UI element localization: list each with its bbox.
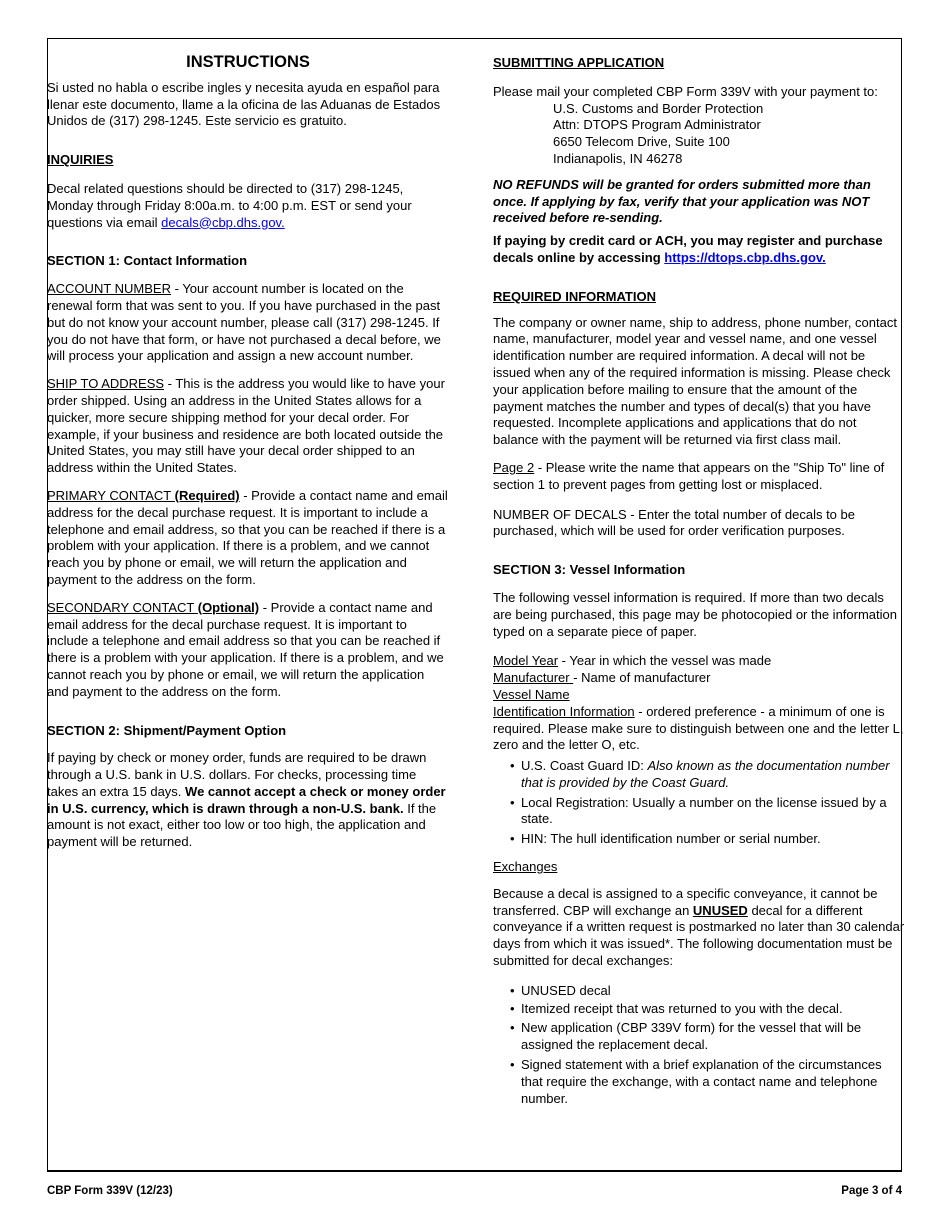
- page2-text: Page 2 - Please write the name that appears on the "Ship To" line of section 1 to prevent pages from getting lost or misplaced.: [493, 459, 885, 492]
- submitting-text: Please mail your completed CBP Form 339V with your payment to:: [493, 83, 878, 99]
- mailing-address: [493, 101, 905, 168]
- secondary-contact-text: SECONDARY CONTACT (Optional) - Provide a contact name and email address for the decal purchase request. It is important to include a telephone and email address so that you can be reached if there is a problem with your application. If there is a problem, and we cannot reach you by phone or email, we will return the application and payment to the address on the form.: [47, 599, 444, 699]
- section2-heading: SECTION 2: Shipment/Payment Option: [47, 722, 287, 738]
- address-line: 6650 Telecom Drive, Suite 100: [553, 134, 730, 150]
- submitting-heading: SUBMITTING APPLICATION: [493, 55, 665, 70]
- form-id-footer: CBP Form 339V (12/23): [47, 1185, 173, 1197]
- inquiries-text: Decal related questions should be directed to (317) 298-1245, Monday through Friday 8:00a.m. to 4:00 p.m. EST or send your questions via email decals@cbp.dhs.gov.: [47, 180, 412, 230]
- primary-contact-text: PRIMARY CONTACT (Required) - Provide a contact name and email address for the decal purchase request. It is important to include a telephone and email address, so that you can be reached if there is a problem with your application. If there is a problem, and we cannot reach you by phone or email, we will return the application and payment to the address on the form.: [47, 487, 448, 587]
- left-column: [47, 38, 449, 851]
- exchanges-text: Because a decal is assigned to a specific conveyance, it cannot be transferred. CBP will exchange an UNUSED decal for a different conveyance if a written request is postmarked no later than 30 calendar days from which it was issued*. The following documentation must be submitted for decal exchanges:: [493, 885, 905, 969]
- vessel-name-label: Vessel Name: [493, 686, 570, 702]
- list-item: • Itemized receipt that was returned to you with the decal.: [493, 1001, 905, 1018]
- list-item: • Signed statement with a brief explanation of the circumstances that require the exchange, with a contact name and telephone number.: [493, 1057, 905, 1107]
- list-item: • New application (CBP 339V form) for the vessel that will be assigned the replacement decal.: [493, 1020, 905, 1054]
- address-line: Indianapolis, IN 46278: [553, 150, 683, 166]
- inquiries-email-link[interactable]: decals@cbp.dhs.gov.: [161, 214, 285, 230]
- list-item: • HIN: The hull identification number or serial number.: [493, 831, 905, 848]
- manufacturer-text: Manufacturer - Name of manufacturer: [493, 670, 711, 686]
- list-item: • Local Registration: Usually a number on the license issued by a state.: [493, 795, 905, 829]
- inquiries-heading: INQUIRIES: [47, 152, 114, 168]
- required-info-text: The company or owner name, ship to address, phone number, contact name, manufacturer, model year and vessel name, and one vessel identification number are required information. A decal will not be issued when any of the required information is missing. Please check your application before mailing to ensure that the amount of the payment matches the number and types of decal(s) that you have requested. Incomplete applications and applications that do not balance with the payment will be returned via first class mail.: [493, 314, 897, 448]
- exchange-requirements-list: [493, 983, 905, 1108]
- list-item: • U.S. Coast Guard ID: Also known as the documentation number that is provided by the Coast Guard.: [493, 758, 905, 792]
- list-item: • UNUSED decal: [493, 983, 905, 1000]
- section3-text: The following vessel information is required. If more than two decals are being purchased, this page may be photocopied or the information typed on a separate piece of paper.: [493, 589, 897, 639]
- page-number-footer: Page 3 of 4: [841, 1185, 902, 1197]
- number-of-decals-text: NUMBER OF DECALS - Enter the total number of decals to be purchased, which will be used for order verification purposes.: [493, 506, 855, 539]
- ship-to-text: SHIP TO ADDRESS - This is the address you would like to have your order shipped. Using an address in the United States allows for a quicker, more secure shipping method for your decal order. For example, if your business and residence are both located outside the United States, you may still have your decal order shipped to an address within the United States.: [47, 376, 445, 476]
- no-refunds-notice: NO REFUNDS will be granted for orders submitted more than once. If applying by fax, verify that your application was NOT received before re-sending.: [493, 176, 871, 226]
- account-number-text: ACCOUNT NUMBER - Your account number is located on the renewal form that was sent to you. If you have purchased in the past but do not know your account number, please call (317) 298-1245. If you do not have that form, or have not purchased a decal before, we will process your application and assign a new account number.: [47, 281, 441, 364]
- spanish-notice: Si usted no habla o escribe ingles y necesita ayuda en español para llenar este documento, llame a la oficina de las Aduanas de Estados Unidos de (317) 298-1245. Este servicio es gratuito.: [47, 79, 441, 129]
- model-year-text: Model Year - Year in which the vessel was made: [493, 653, 772, 669]
- dtops-link[interactable]: https://dtops.cbp.dhs.gov.: [664, 249, 826, 265]
- required-info-heading: REQUIRED INFORMATION: [493, 288, 656, 304]
- section3-heading: SECTION 3: Vessel Information: [493, 562, 686, 578]
- exchanges-heading: Exchanges: [493, 859, 558, 875]
- right-column: [493, 38, 905, 1107]
- section1-heading: SECTION 1: Contact Information: [47, 253, 248, 269]
- address-line: Attn: DTOPS Program Administrator: [553, 117, 761, 133]
- address-line: U.S. Customs and Border Protection: [553, 100, 764, 116]
- instructions-title: INSTRUCTIONS: [186, 53, 310, 71]
- credit-card-text: If paying by credit card or ACH, you may register and purchase decals online by accessing https://dtops.cbp.dhs.gov.: [493, 233, 883, 265]
- section2-text: If paying by check or money order, funds are required to be drawn through a U.S. bank in U.S. dollars. For checks, processing time takes an extra 15 days. We cannot accept a check or money order in U.S. currency, which is drawn through a non-U.S. bank. If the amount is not exact, either too low or too high, the application and payment will be returned.: [47, 750, 446, 850]
- identification-text: Identification Information - ordered preference - a minimum of one is required. Please make sure to distinguish between one and the letter L, zero and the letter O, etc.: [493, 703, 904, 753]
- identification-list: [493, 758, 905, 848]
